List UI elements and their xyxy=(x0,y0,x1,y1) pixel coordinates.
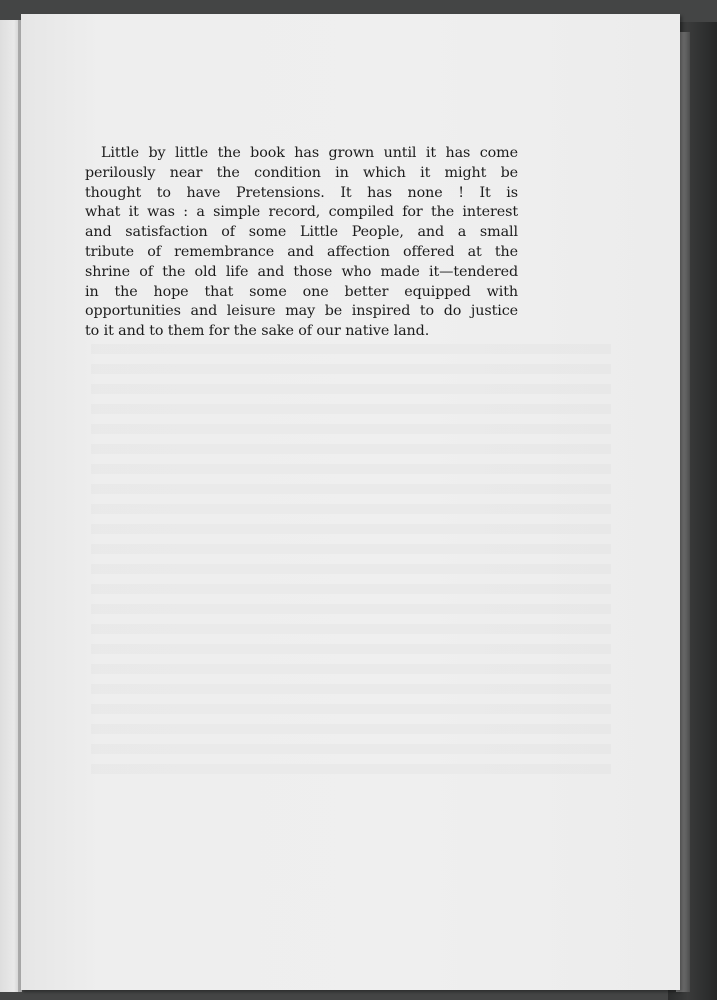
facing-page xyxy=(0,20,20,992)
paragraph-line: to it and to them for the sake of our native land. xyxy=(85,323,430,340)
paragraph-line: shrine of the old life and those who made it—tendered xyxy=(85,263,518,280)
paragraph-line: what it was : a simple record, compiled for the interest xyxy=(85,204,518,221)
paragraph-line: Little by little the book has grown until it has come xyxy=(101,145,518,161)
preface-paragraph xyxy=(85,144,518,342)
paragraph-line: tribute of remembrance and affection offered at the xyxy=(85,243,518,260)
paragraph-line: in the hope that some one better equipped with xyxy=(85,283,518,300)
bleed-through-text xyxy=(91,344,611,774)
paragraph-line: thought to have Pretensions. It has none ! It is xyxy=(85,184,518,201)
paragraph-line: perilously near the condition in which it might be xyxy=(85,164,518,181)
paragraph-line: and satisfaction of some Little People, and a small xyxy=(85,224,518,241)
paragraph-line: opportunities and leisure may be inspired to do justice xyxy=(85,303,518,320)
book-page xyxy=(21,14,680,990)
